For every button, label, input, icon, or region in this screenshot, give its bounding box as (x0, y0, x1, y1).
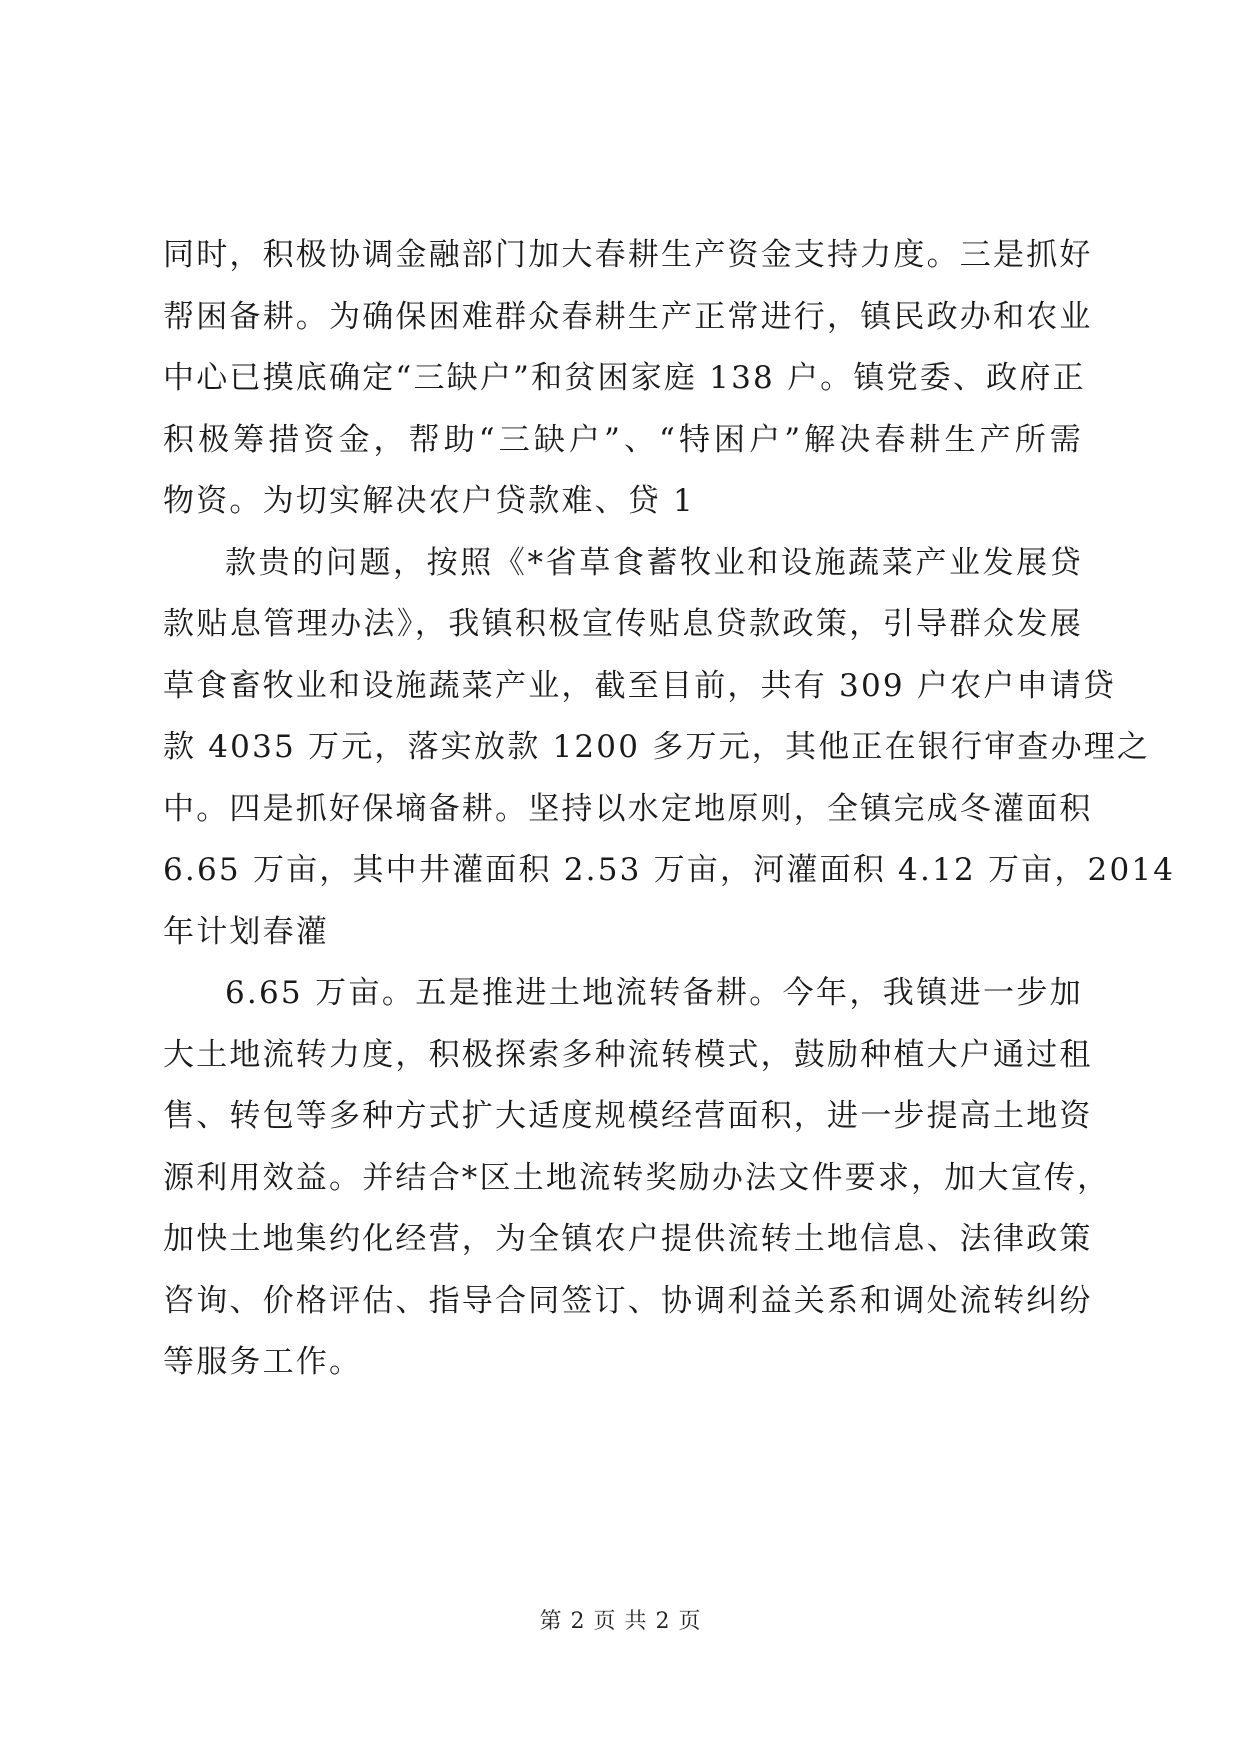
text-line-17: 加快土地集约化经营，为全镇农户提供流转土地信息、法律政策 (163, 1221, 1093, 1257)
text-line-9: 款 4035 万元，落实放款 1200 多万元，其他正在银行审查办理之 (163, 729, 1151, 765)
text-line-10: 中。四是抓好保墒备耕。坚持以水定地原则，全镇完成冬灌面积 (163, 790, 1093, 827)
text-line-11: 6.65 万亩，其中井灌面积 2.53 万亩，河灌面积 4.12 万亩，2014 (163, 852, 1176, 888)
text-line-8: 草食畜牧业和设施蔬菜产业，截至目前，共有 309 户农户申请贷 (163, 667, 1117, 704)
body-text (163, 225, 1176, 1394)
text-line-16: 源利用效益。并结合*区土地流转奖励办法文件要求，加大宣传， (163, 1159, 1111, 1196)
text-line-13: 6.65 万亩。五是推进土地流转备耕。今年，我镇进一步加 (225, 975, 1083, 1011)
text-line-15: 售、转包等多种方式扩大适度规模经营面积，进一步提高土地资 (163, 1098, 1093, 1134)
text-line-5: 物资。为切实解决农户贷款难、贷 1 (163, 483, 695, 519)
page-footer: 第 2 页 共 2 页 (539, 1609, 702, 1634)
text-line-2: 帮困备耕。为确保困难群众春耕生产正常进行，镇民政办和农业 (163, 298, 1093, 335)
text-line-6: 款贵的问题，按照《*省草食蓄牧业和设施蔬菜产业发展贷 (225, 544, 1083, 581)
text-line-4: 积极筹措资金，帮助“三缺户”、“特困户”解决春耕生产所需 (163, 421, 1083, 458)
text-line-14: 大土地流转力度，积极探索多种流转模式，鼓励种植大户通过租 (163, 1036, 1093, 1073)
text-line-1: 同时，积极协调金融部门加大春耕生产资金支持力度。三是抓好 (163, 237, 1093, 273)
text-line-3: 中心已摸底确定“三缺户”和贫困家庭 138 户。镇党委、政府正 (163, 360, 1086, 396)
text-line-19: 等服务工作。 (163, 1344, 363, 1380)
text-line-7: 款贴息管理办法》，我镇积极宣传贴息贷款政策，引导群众发展 (163, 606, 1083, 642)
text-line-12: 年计划春灌 (163, 913, 329, 950)
text-line-18: 咨询、价格评估、指导合同签订、协调利益关系和调处流转纠纷 (163, 1282, 1093, 1319)
